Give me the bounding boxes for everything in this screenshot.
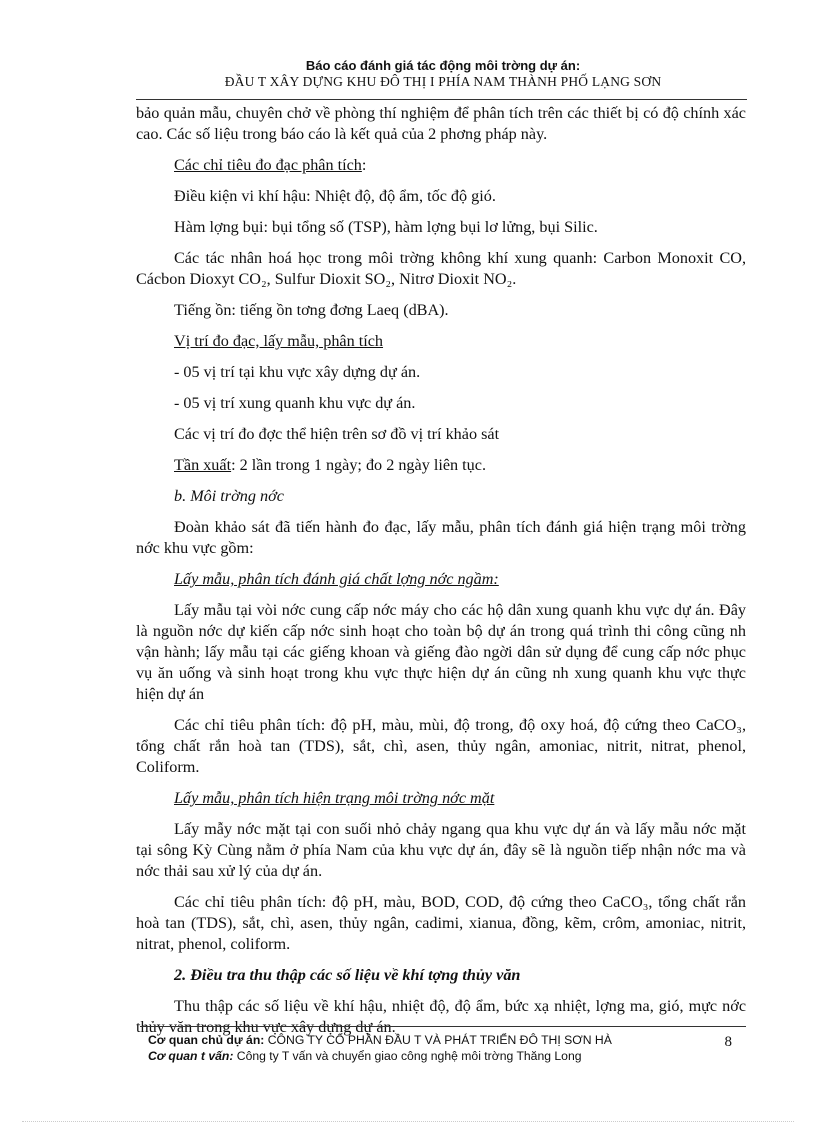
header-divider bbox=[136, 99, 747, 100]
footer-consultant-value: Công ty T vấn và chuyển giao công nghệ môi trờng Thăng Long bbox=[233, 1049, 582, 1063]
section-heading-hydrometeorology: 2. Điều tra thu thập các số liệu về khí tợng thủy văn bbox=[174, 966, 521, 984]
frequency-text: : 2 lần trong 1 ngày; đo 2 ngày liên tục. bbox=[231, 456, 486, 474]
footer-consultant-label: Cơ quan t vấn: bbox=[148, 1049, 234, 1063]
header-report-title: Báo cáo đánh giá tác động môi trờng dự án: bbox=[305, 58, 581, 73]
section-heading-indicators bbox=[136, 155, 746, 176]
footer-owner-label: Cơ quan chủ dự án: bbox=[148, 1033, 265, 1047]
footer-divider bbox=[140, 1026, 746, 1027]
heading-text: Các chỉ tiêu đo đạc phân tích bbox=[174, 156, 362, 174]
list-item: - 05 vị trí tại khu vực xây dựng dự án. bbox=[174, 363, 421, 381]
heading-text: Vị trí đo đạc, lấy mẫu, phân tích bbox=[174, 332, 384, 350]
section-heading-location bbox=[136, 331, 746, 352]
section-heading-frequency bbox=[136, 455, 746, 476]
page-footer bbox=[148, 1032, 748, 1064]
document-body bbox=[136, 103, 746, 1048]
heading-text: Tần xuất bbox=[174, 456, 232, 474]
page-number: 8 bbox=[724, 1034, 732, 1050]
page-header bbox=[140, 58, 746, 90]
heading-text: Lấy mẫu, phân tích hiện trạng môi trờng nớc mặt bbox=[174, 789, 495, 807]
paragraph: Các chỉ tiêu phân tích: độ pH, màu, mùi, độ trong, độ oxy hoá, độ cứng theo CaCO₃, tổng chất rắn hoà tan (TDS), sắt, chì, asen, thủy ngân, amoniac, nitrit, nitrat, phenol, Coliform. bbox=[136, 716, 746, 776]
header-project-title: ĐẦU T XÂY DỰNG KHU ĐÔ THỊ I PHÍA NAM THÀNH PHỐ LẠNG SƠN bbox=[224, 74, 662, 89]
footer-owner-value: CÔNG TY CỔ PHẦN ĐẦU T VÀ PHÁT TRIỂN ĐÔ THỊ SƠN HÀ bbox=[264, 1033, 612, 1047]
paragraph: Lấy mẫy nớc mặt tại con suối nhỏ chảy ngang qua khu vực dự án và lấy mẫu nớc mặt tại sông Kỳ Cùng nằm ở phía Nam của khu vực dự án, đây sẽ là nguồn tiếp nhận nớc ma và nớc thải sau xử lý của dự án. bbox=[136, 820, 746, 880]
paragraph: Các chỉ tiêu phân tích: độ pH, màu, BOD, COD, độ cứng theo CaCO₃, tổng chất rắn hoà tan (TDS), sắt, chì, asen, thủy ngân, cadimi, xianua, đồng, kẽm, crôm, amoniac, nitrit, nitrat, phenol, coliform. bbox=[136, 893, 746, 953]
paragraph: Tiếng ồn: tiếng ồn tơng đơng Laeq (dBA). bbox=[174, 301, 449, 319]
paragraph: Điều kiện vi khí hậu: Nhiệt độ, độ ẩm, tốc độ gió. bbox=[174, 187, 496, 205]
paragraph: Các tác nhân hoá học trong môi trờng không khí xung quanh: Carbon Monoxit CO, Cácbon Dioxyt CO₂, Sulfur Dioxit SO₂, Nitrơ Dioxit NO₂. bbox=[136, 249, 746, 288]
heading-text: Lấy mẫu, phân tích đánh giá chất lợng nớc ngầm: bbox=[174, 570, 499, 588]
paragraph: Hàm lợng bụi: bụi tổng số (TSP), hàm lợng bụi lơ lửng, bụi Silic. bbox=[174, 218, 598, 236]
subsection-heading-water: b. Môi trờng nớc bbox=[174, 487, 284, 505]
paragraph: bảo quản mẫu, chuyên chở về phòng thí nghiệm để phân tích trên các thiết bị có độ chính xác cao. Các số liệu trong báo cáo là kết quả của 2 phơng pháp này. bbox=[136, 104, 746, 143]
section-heading-surface-water bbox=[136, 788, 746, 809]
paragraph: Các vị trí đo đợc thể hiện trên sơ đồ vị trí khảo sát bbox=[174, 425, 500, 443]
paragraph: Lấy mẫu tại vòi nớc cung cấp nớc máy cho các hộ dân xung quanh khu vực dự án. Đây là nguồn nớc dự kiến cấp nớc sinh hoạt cho toàn bộ dự án trong quá trình thi công cũng nh vận hành; lấy mẫu tại các giếng khoan và giếng đào ngời dân sử dụng để cung cấp nớc phục vụ ăn uống và sinh hoạt trong khu vực thực hiện dự án cũng nh xung quanh khu vực thực hiện dự án bbox=[136, 601, 746, 703]
section-heading-groundwater bbox=[136, 569, 746, 590]
page-edge-divider bbox=[22, 1121, 794, 1122]
paragraph: Thu thập các số liệu về khí hậu, nhiệt độ, độ ẩm, bức xạ nhiệt, lợng ma, gió, mực nớc thủy văn trong khu vực xây dựng dự án. bbox=[136, 997, 746, 1036]
heading-suffix: : bbox=[361, 156, 367, 174]
paragraph: Đoàn khảo sát đã tiến hành đo đạc, lấy mẫu, phân tích đánh giá hiện trạng môi trờng nớc khu vực gồm: bbox=[136, 518, 746, 557]
footer-owner-line bbox=[148, 1032, 748, 1048]
footer-consultant-line bbox=[148, 1048, 748, 1064]
list-item: - 05 vị trí xung quanh khu vực dự án. bbox=[174, 394, 416, 412]
